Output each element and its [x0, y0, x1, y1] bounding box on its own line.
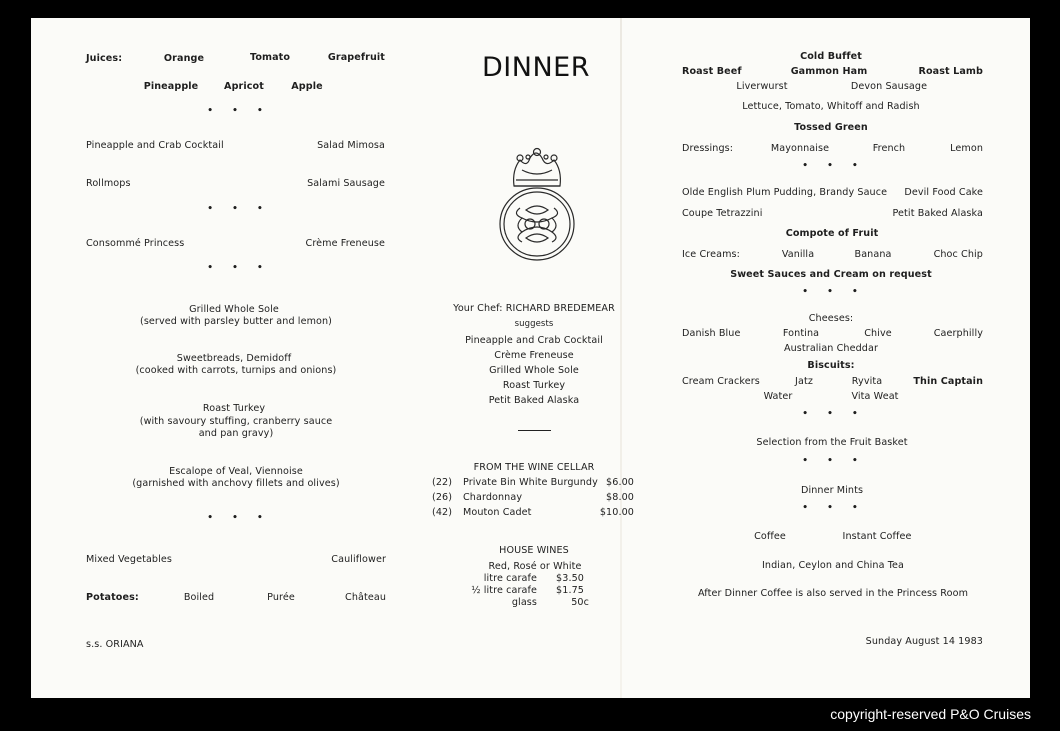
starter-item: Rollmops	[86, 178, 131, 189]
meat-item: Roast Beef	[682, 66, 742, 77]
vegetable-item: Cauliflower	[331, 554, 386, 565]
meat-item: Liverwurst	[736, 81, 788, 92]
divider-rule	[518, 430, 551, 431]
main-course-name: Sweetbreads, Demidoff	[176, 353, 292, 364]
main-course-desc: (served with parsley butter and lemon)	[139, 316, 333, 327]
wine-name: Chardonnay	[463, 492, 523, 503]
main-course-desc: (cooked with carrots, turnips and onions)	[135, 365, 337, 376]
fruit-basket-line: Selection from the Fruit Basket	[756, 437, 908, 448]
biscuits-heading: Biscuits:	[807, 360, 855, 371]
section-divider: • • •	[802, 161, 866, 171]
wine-cellar-title: FROM THE WINE CELLAR	[473, 462, 595, 473]
juice-item: Pineapple	[143, 81, 199, 92]
coffee-item: Coffee	[754, 531, 786, 542]
biscuit-item: Ryvita	[851, 376, 883, 387]
salad-line: Lettuce, Tomato, Whitoff and Radish	[742, 101, 920, 112]
main-course-desc: (with savoury stuffing, cranberry sauce	[139, 416, 333, 427]
dessert-item: Olde English Plum Pudding, Brandy Sauce	[682, 187, 888, 198]
main-course-name: Grilled Whole Sole	[189, 304, 279, 315]
cheese-item: Chive	[864, 328, 892, 339]
section-divider: • • •	[207, 263, 271, 273]
ice-cream-item: Banana	[854, 249, 892, 260]
tea-line: Indian, Ceylon and China Tea	[761, 560, 905, 571]
section-divider: • • •	[207, 204, 271, 214]
cheese-item: Australian Cheddar	[783, 343, 879, 354]
juice-item: Grapefruit	[327, 52, 385, 63]
house-wine-colors: Red, Rosé or White	[488, 561, 582, 572]
dressing-item: Lemon	[950, 143, 983, 154]
wine-price: $8.00	[606, 492, 634, 503]
page-fold	[620, 18, 622, 698]
crest-logo	[492, 146, 582, 270]
coffee-item: Instant Coffee	[842, 531, 912, 542]
copyright-notice: copyright-reserved P&O Cruises	[830, 706, 1031, 722]
house-wine-price: $3.50	[556, 573, 584, 584]
wine-number: (42)	[432, 507, 453, 518]
main-course-name: Escalope of Veal, Viennoise	[169, 466, 303, 477]
section-divider: • • •	[802, 503, 866, 513]
biscuit-item: Water	[763, 391, 793, 402]
main-course-desc: (garnished with anchovy fillets and olives)	[132, 478, 340, 489]
cheese-item: Caerphilly	[933, 328, 983, 339]
dressing-item: Mayonnaise	[770, 143, 830, 154]
section-divider: • • •	[207, 106, 271, 116]
suggestion-item: Crème Freneuse	[494, 350, 574, 361]
biscuit-item: Thin Captain	[913, 376, 983, 387]
vegetable-item: Mixed Vegetables	[86, 554, 172, 565]
section-divider: • • •	[802, 287, 866, 297]
main-course-desc: and pan gravy)	[198, 428, 274, 439]
ice-cream-item: Vanilla	[781, 249, 815, 260]
wine-number: (22)	[432, 477, 453, 488]
menu-title: DINNER	[482, 52, 590, 83]
house-wine-size: glass	[511, 597, 537, 608]
wine-number: (26)	[432, 492, 453, 503]
meat-item: Gammon Ham	[790, 66, 868, 77]
sweet-sauces-line: Sweet Sauces and Cream on request	[730, 269, 932, 280]
dressing-item: French	[872, 143, 906, 154]
juices-label: Juices:	[86, 53, 123, 64]
suggestion-item: Grilled Whole Sole	[489, 365, 579, 376]
main-course-name: Roast Turkey	[202, 403, 266, 414]
biscuit-item: Vita Weat	[851, 391, 899, 402]
juice-item: Apricot	[224, 81, 264, 92]
wine-price: $6.00	[606, 477, 634, 488]
wine-price: $10.00	[599, 507, 634, 518]
cheese-item: Fontina	[782, 328, 820, 339]
wine-name: Mouton Cadet	[463, 507, 532, 518]
potato-item: Château	[345, 592, 386, 603]
soup-item: Consommé Princess	[86, 238, 185, 249]
starter-item: Salad Mimosa	[317, 140, 385, 151]
meat-item: Roast Lamb	[918, 66, 983, 77]
suggestion-item: Roast Turkey	[502, 380, 566, 391]
potatoes-label: Potatoes:	[86, 592, 139, 603]
cold-buffet-heading: Cold Buffet	[800, 51, 862, 62]
house-wine-price: 50c	[571, 597, 589, 608]
wine-name: Private Bin White Burgundy	[463, 477, 598, 488]
suggestion-item: Pineapple and Crab Cocktail	[465, 335, 603, 346]
house-wines-title: HOUSE WINES	[499, 545, 569, 556]
house-wine-size: litre carafe	[483, 573, 537, 584]
tossed-green: Tossed Green	[794, 122, 868, 133]
starter-item: Pineapple and Crab Cocktail	[86, 140, 224, 151]
dessert-item: Devil Food Cake	[904, 187, 983, 198]
meat-item: Devon Sausage	[850, 81, 928, 92]
menu-date: Sunday August 14 1983	[865, 636, 983, 647]
section-divider: • • •	[802, 456, 866, 466]
potato-item: Boiled	[183, 592, 215, 603]
compote-heading: Compote of Fruit	[785, 228, 879, 239]
section-divider: • • •	[802, 409, 866, 419]
dressings-label: Dressings:	[682, 143, 734, 154]
cheeses-heading: Cheeses:	[808, 313, 854, 324]
biscuit-item: Cream Crackers	[682, 376, 760, 387]
chef-line: Your Chef: RICHARD BREDEMEAR	[453, 303, 615, 314]
cheese-item: Danish Blue	[682, 328, 741, 339]
suggests-label: suggests	[514, 319, 554, 329]
biscuit-item: Jatz	[795, 376, 813, 387]
juice-item: Orange	[163, 53, 205, 64]
potato-item: Purée	[267, 592, 295, 603]
dessert-item: Petit Baked Alaska	[892, 208, 983, 219]
after-dinner-line: After Dinner Coffee is also served in the Princess Room	[697, 588, 969, 599]
ship-name: s.s. ORIANA	[86, 639, 144, 650]
house-wine-size: ½ litre carafe	[471, 585, 537, 596]
ice-cream-item: Choc Chip	[933, 249, 983, 260]
suggestion-item: Petit Baked Alaska	[488, 395, 580, 406]
juice-item: Apple	[291, 81, 323, 92]
house-wine-price: $1.75	[556, 585, 584, 596]
dessert-item: Coupe Tetrazzini	[682, 208, 763, 219]
section-divider: • • •	[207, 513, 271, 523]
dinner-mints-line: Dinner Mints	[800, 485, 864, 496]
starter-item: Salami Sausage	[307, 178, 385, 189]
soup-item: Crème Freneuse	[305, 238, 385, 249]
juice-item: Tomato	[249, 52, 291, 63]
ice-creams-label: Ice Creams:	[682, 249, 740, 260]
